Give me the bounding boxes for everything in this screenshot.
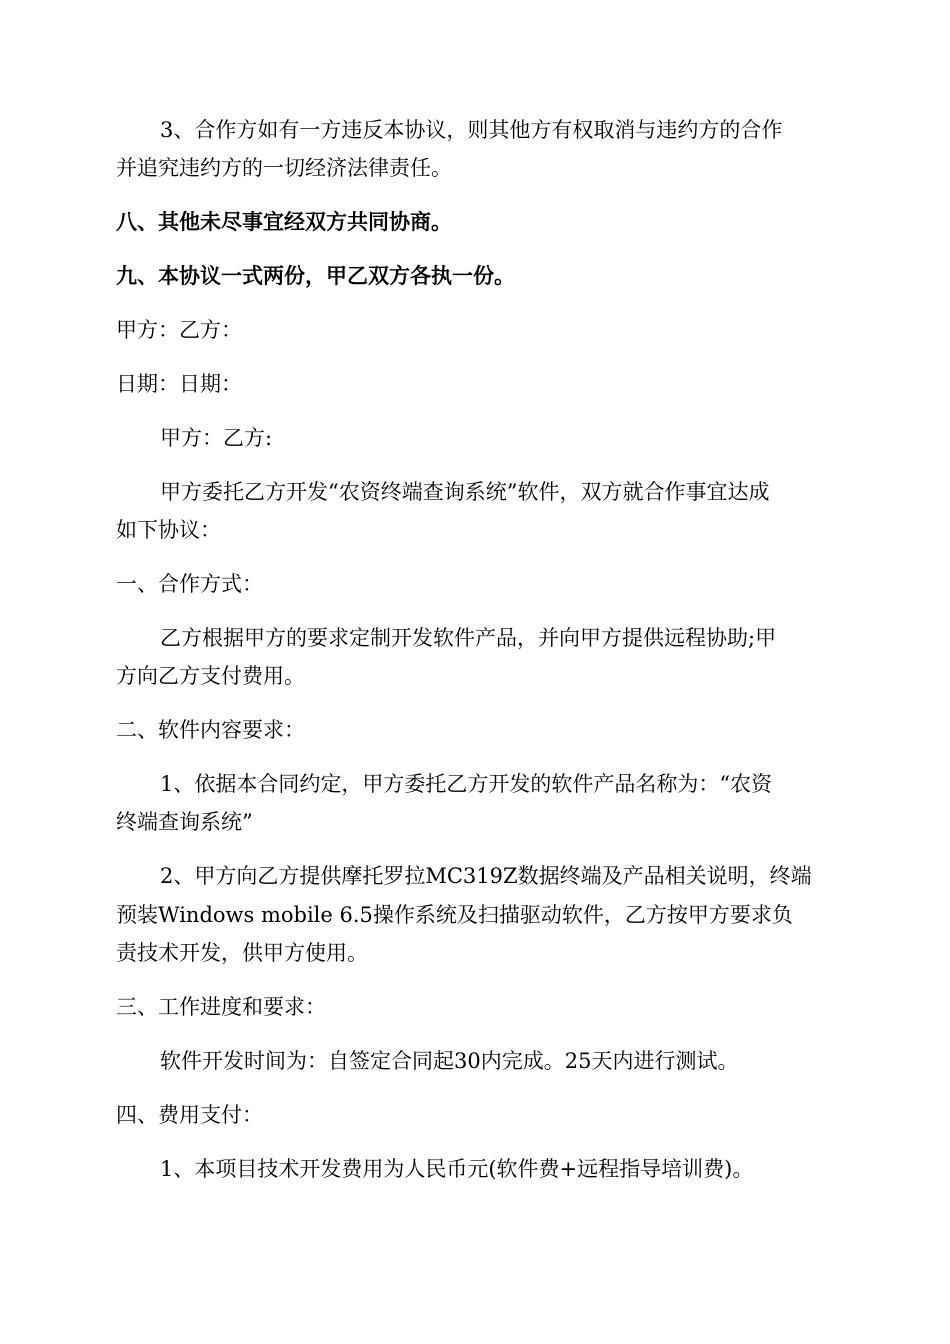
- section-heading-8: 八、其他未尽事宜经双方共同协商。: [116, 209, 452, 234]
- signature-parties: 甲方：乙方：: [116, 318, 242, 342]
- paragraph-line: 方向乙方支付费用。: [116, 664, 305, 688]
- paragraph-line: 预装Windows mobile 6.5操作系统及扫描驱动软件，乙方按甲方要求负: [116, 903, 793, 927]
- section-heading-2: 二、软件内容要求：: [116, 718, 305, 742]
- paragraph-line: 甲方委托乙方开发“农资终端查询系统”软件，双方就合作事宜达成: [160, 480, 770, 504]
- paragraph-line: 并追究违约方的一切经济法律责任。: [116, 156, 452, 180]
- section-heading-3: 三、工作进度和要求：: [116, 995, 326, 1019]
- paragraph-line: 责技术开发，供甲方使用。: [116, 941, 368, 965]
- paragraph-line: 软件开发时间为：自签定合同起30内完成。25天内进行测试。: [160, 1049, 739, 1073]
- section-heading-4: 四、费用支付：: [116, 1103, 263, 1127]
- signature-dates: 日期：日期：: [116, 372, 242, 396]
- section-heading-9: 九、本协议一式两份，甲乙双方各执一份。: [116, 263, 515, 288]
- paragraph-line: 3、合作方如有一方违反本协议，则其他方有权取消与违约方的合作: [160, 118, 783, 142]
- paragraph-line: 终端查询系统”: [116, 810, 253, 834]
- paragraph-line: 1、本项目技术开发费用为人民币元(软件费+远程指导培训费)。: [160, 1157, 754, 1181]
- paragraph-line: 乙方根据甲方的要求定制开发软件产品，并向甲方提供远程协助;甲: [160, 626, 777, 650]
- paragraph-line: 2、甲方向乙方提供摩托罗拉MC319Z数据终端及产品相关说明，终端: [160, 864, 812, 888]
- parties-line: 甲方：乙方:: [160, 426, 273, 450]
- paragraph-line: 1、依据本合同约定，甲方委托乙方开发的软件产品名称为：“农资: [160, 772, 773, 796]
- section-heading-1: 一、合作方式：: [116, 572, 263, 596]
- paragraph-line: 如下协议：: [116, 518, 221, 542]
